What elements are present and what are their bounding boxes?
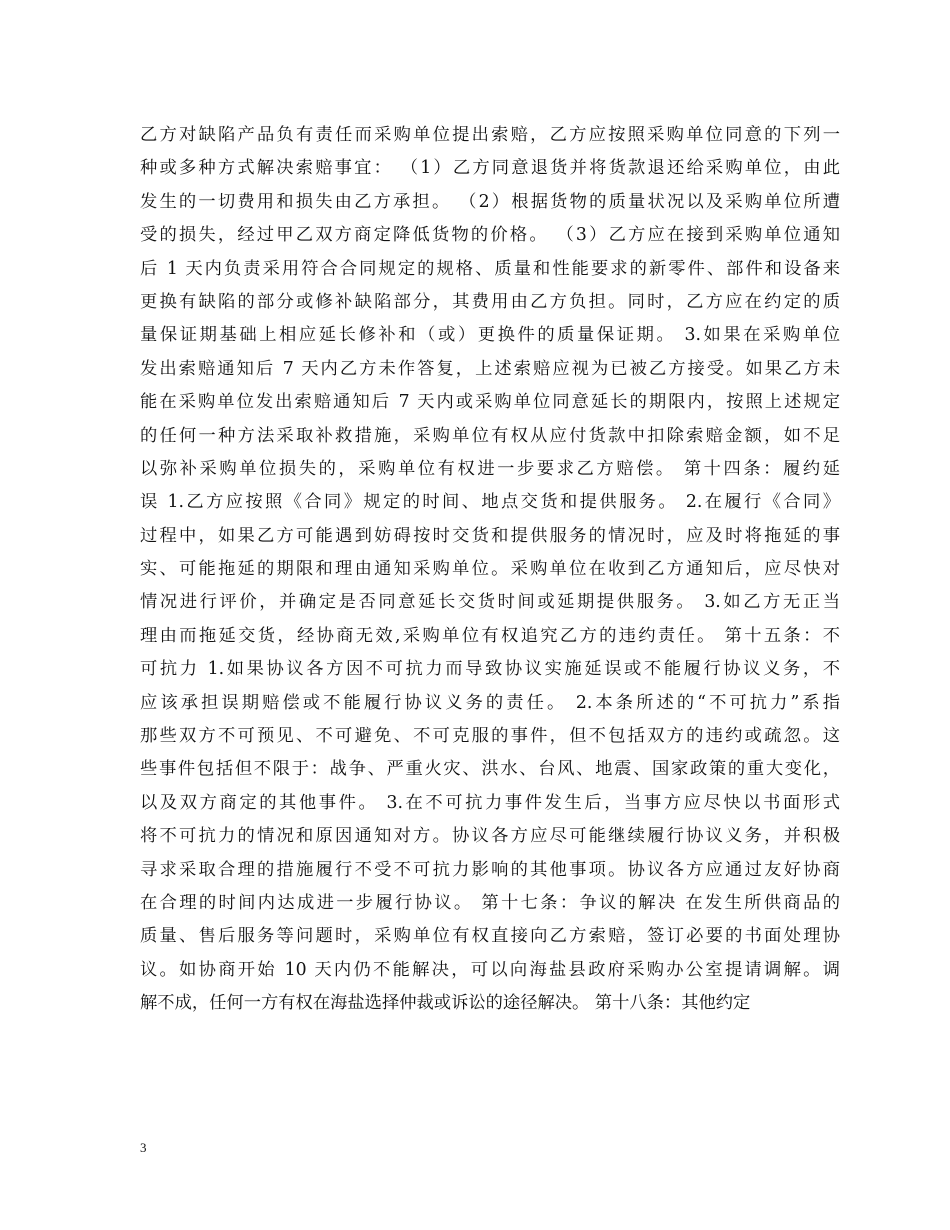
- text-line: 些事件包括但不限于：战争、严重火灾、洪水、台风、地震、国家政策的重大变化，: [140, 759, 840, 780]
- text-line: 在合理的时间内达成进一步履行协议。 第十七条：争议的解决 在发生所供商品的: [140, 892, 840, 913]
- contract-body-text: [140, 119, 840, 1021]
- text-line: 发生的一切费用和损失由乙方承担。 （2）根据货物的质量状况以及采购单位所遭: [140, 191, 840, 212]
- text-line: 寻求采取合理的措施履行不受不可抗力影响的其他事项。协议各方应通过友好协商: [140, 859, 840, 880]
- text-line: 更换有缺陷的部分或修补缺陷部分，其费用由乙方负担。同时，乙方应在约定的质: [140, 291, 840, 312]
- text-line: 能在采购单位发出索赔通知后 7 天内或采购单位同意延长的期限内，按照上述规定: [140, 392, 840, 413]
- text-line: 以及双方商定的其他事件。 3.在不可抗力事件发生后，当事方应尽快以书面形式: [140, 792, 840, 813]
- text-line: 那些双方不可预见、不可避免、不可克服的事件，但不包括双方的违约或疏忽。这: [140, 726, 840, 747]
- text-line: 乙方对缺陷产品负有责任而采购单位提出索赔，乙方应按照采购单位同意的下列一: [140, 125, 840, 145]
- text-line: 以弥补采购单位损失的，采购单位有权进一步要求乙方赔偿。 第十四条：履约延: [140, 458, 840, 479]
- text-line: 情况进行评价，并确定是否同意延长交货时间或延期提供服务。 3.如乙方无正当: [140, 592, 840, 613]
- text-line: 误 1.乙方应按照《合同》规定的时间、地点交货和提供服务。 2.在履行《合同》: [140, 492, 840, 513]
- text-line: 将不可抗力的情况和原因通知对方。协议各方应尽可能继续履行协议义务，并积极: [140, 826, 840, 847]
- text-line: 发出索赔通知后 7 天内乙方未作答复，上述索赔应视为已被乙方接受。如果乙方未: [140, 358, 840, 379]
- text-line: 质量、售后服务等问题时，采购单位有权直接向乙方索赔，签订必要的书面处理协: [140, 926, 840, 947]
- text-line: 过程中，如果乙方可能遇到妨碍按时交货和提供服务的情况时，应及时将拖延的事: [140, 525, 840, 546]
- text-line: 理由而拖延交货，经协商无效,采购单位有权追究乙方的违约责任。 第十五条：不: [140, 625, 840, 646]
- page-number: 3: [140, 1140, 147, 1155]
- text-line: 受的损失，经过甲乙双方商定降低货物的价格。 （3）乙方应在接到采购单位通知: [140, 225, 840, 246]
- text-line: 解不成，任何一方有权在海盐选择仲裁或诉讼的途径解决。 第十八条：其他约定: [140, 993, 751, 1014]
- text-line: 量保证期基础上相应延长修补和（或）更换件的质量保证期。 3.如果在采购单位: [140, 325, 840, 346]
- text-line: 的任何一种方法采取补救措施，采购单位有权从应付货款中扣除索赔金额，如不足: [140, 425, 840, 446]
- text-line: 后 1 天内负责采用符合合同规定的规格、质量和性能要求的新零件、部件和设备来: [140, 258, 840, 279]
- text-line: 种或多种方式解决索赔事宜： （1）乙方同意退货并将货款退还给采购单位，由此: [140, 158, 840, 179]
- text-line: 可抗力 1.如果协议各方因不可抗力而导致协议实施延误或不能履行协议义务，不: [140, 659, 840, 680]
- text-line: 议。如协商开始 10 天内仍不能解决，可以向海盐县政府采购办公室提请调解。调: [140, 959, 840, 980]
- text-line: 实、可能拖延的期限和理由通知采购单位。采购单位在收到乙方通知后，应尽快对: [140, 559, 840, 580]
- text-line: 应该承担误期赔偿或不能履行协议义务的责任。 2.本条所述的“不可抗力”系指: [140, 692, 840, 713]
